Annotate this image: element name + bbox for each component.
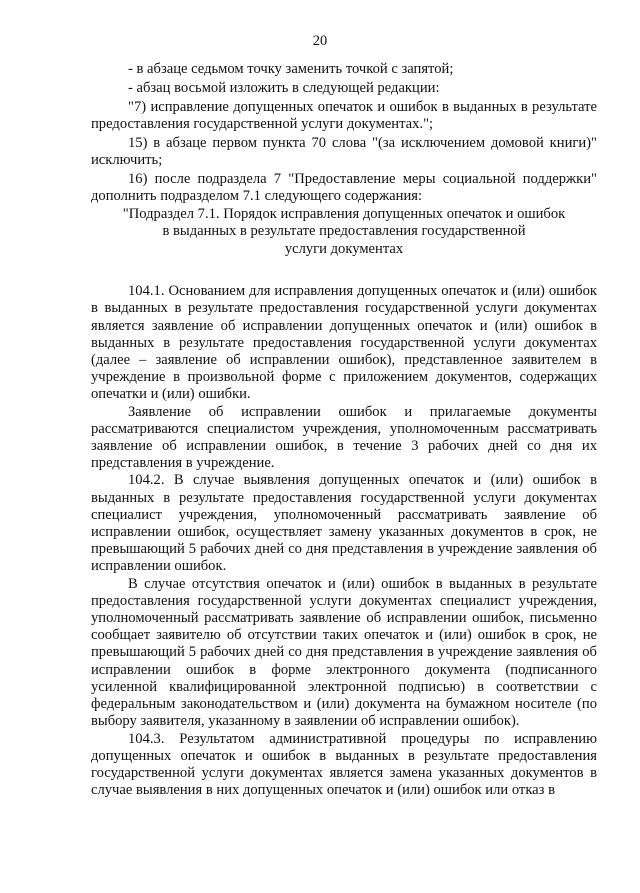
amendment-line: "7) исправление допущенных опечаток и ошибок в выданных в результате предоставления государственной услуги документах."; <box>91 98 597 132</box>
paragraph: 104.3. Результатом административной процедуры по исправлению допущенных опечаток и ошибок в выданных в результате предоставления государственной услуги документах является замена указанных документов в случае выявления в них допущенных опечаток и (или) ошибок или отказ в <box>91 730 597 799</box>
amendment-line: 16) после подраздела 7 "Предоставление меры социальной поддержки" дополнить подразделом 7.1 следующего содержания: <box>91 170 597 204</box>
page-number: 20 <box>312 33 328 49</box>
section-heading-line: в выданных в результате предоставления государственной <box>162 223 526 240</box>
section-heading-line: "Подраздел 7.1. Порядок исправления допущенных опечаток и ошибок <box>122 206 566 222</box>
document-body <box>91 61 597 799</box>
paragraph: В случае отсутствия опечаток и (или) ошибок в выданных в результате предоставления государственной услуги документах специалист учреждения, уполномоченный рассматривать заявление об исправлении ошибок, письменно сообщает заявителю об отсутствии таких опечаток и (или) ошибок в срок, не превышающий 5 рабочих дней со дня представления в учреждение заявления об исправлении ошибок в форме электронного документа (подписанного усиленной квалифицированной электронной подписью) в соответствии с федеральным законодательством и (или) документа на бумажном носителе (по выбору заявителя, указанному в заявлении об исправлении ошибок). <box>91 575 597 730</box>
amendment-line: - в абзаце седьмом точку заменить точкой с запятой; <box>128 61 454 77</box>
section-heading <box>91 206 597 258</box>
section-heading-line: услуги документах <box>284 240 404 257</box>
spacer <box>91 258 597 283</box>
paragraph: Заявление об исправлении ошибок и прилагаемые документы рассматриваются специалистом учреждения, уполномоченным рассматривать заявление об исправлении ошибок, в течение 3 рабочих дней со дня их представления в учреждение. <box>91 403 597 472</box>
paragraph: 104.2. В случае выявления допущенных опечаток и (или) ошибок в выданных в результате предоставления государственной услуги документах специалист учреждения, уполномоченный рассматривать заявление об исправлении ошибок, осуществляет замену указанных документов в срок, не превышающий 5 рабочих дней со дня представления в учреждение заявления об исправлении ошибок. <box>91 472 597 575</box>
amendment-line: - абзац восьмой изложить в следующей редакции: <box>128 79 440 96</box>
paragraph: 104.1. Основанием для исправления допущенных опечаток и (или) ошибок в выданных в результате предоставления государственной услуги документах является заявление об исправлении допущенных опечаток и (или) ошибок в выданных в результате предоставления государственной услуги документах (далее – заявление об исправлении ошибок), представленное заявителем в учреждение в произвольной форме с приложением документов, содержащих опечатки и (или) ошибки. <box>91 283 597 403</box>
amendment-line: 15) в абзаце первом пункта 70 слова "(за исключением домовой книги)" исключить; <box>91 134 597 168</box>
